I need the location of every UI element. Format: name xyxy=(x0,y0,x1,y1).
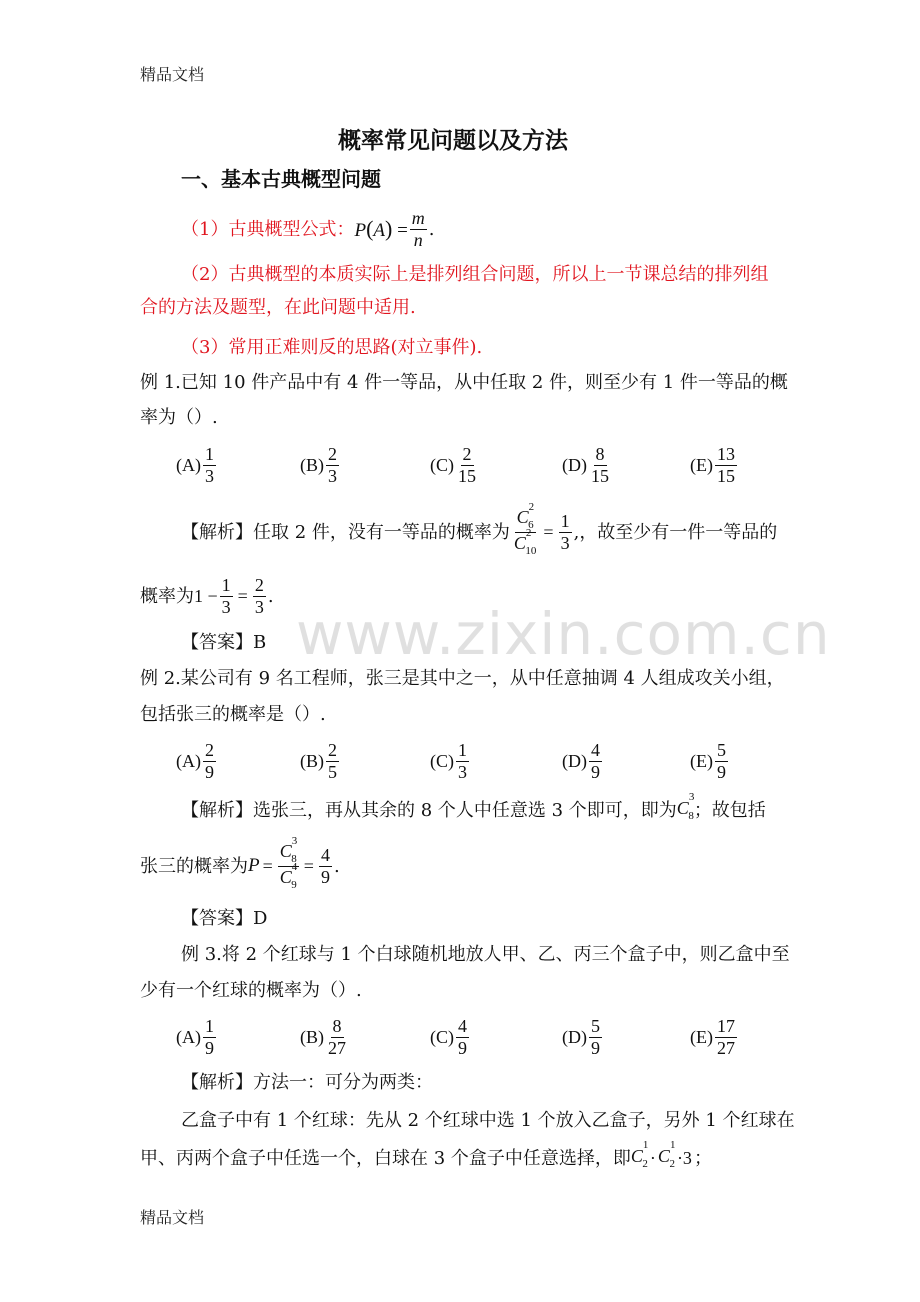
ex1-analysis-line-1: 【解析】任取 2 件，没有一等品的概率为 $\frac{C^2_6}{C^2_{10}}$ = $\frac{1}{3}$ , ，故至少有一件一等品的 xyxy=(181,501,778,557)
section-heading: 一、基本古典概型问题 xyxy=(181,167,381,191)
rule-3: （3）常用正难则反的思路(对立事件). xyxy=(181,337,483,358)
rule-1: （1）古典概型公式： P(A) = $\frac{m}{n}$ . xyxy=(181,208,435,250)
ex1-option-b: (B) $\frac{2}{3}$ xyxy=(300,444,337,486)
ex1-option-e: (E) $\frac{13}{15}$ xyxy=(690,444,735,486)
ex2-answer: 【答案】D xyxy=(181,908,268,929)
watermark: www.zixin.com.cn xyxy=(296,600,831,668)
ex3-option-b: (B) $\frac{8}{27}$ xyxy=(300,1016,346,1058)
ex1-question-line-1: 例 1.已知 10 件产品中有 4 件一等品，从中任取 2 件，则至少有 1 件一等品的概 xyxy=(140,372,788,393)
ex1-fraction-combination: $\frac{C^2_6}{C^2_{10}}$ xyxy=(513,501,537,557)
document-title: 概率常见问题以及方法 xyxy=(338,127,568,154)
ex3-question-line-1: 例 3.将 2 个红球与 1 个白球随机地放人甲、乙、丙三个盒子中，则乙盒中至 xyxy=(181,944,790,965)
ex2-question-line-1: 例 2.某公司有 9 名工程师，张三是其中之一，从中任意抽调 4 人组成攻关小组， xyxy=(140,668,785,689)
rule-1-fraction: $\frac{m}{n}$ xyxy=(411,208,425,250)
ex3-question-line-2: 少有一个红球的概率为（）. xyxy=(140,980,362,1001)
ex1-option-d: (D) $\frac{8}{15}$ xyxy=(562,444,609,486)
ex2-question-line-2: 包括张三的概率是（）. xyxy=(140,704,326,725)
ex1-answer: 【答案】B xyxy=(181,632,267,653)
ex1-option-c: (C) $\frac{2}{15}$ xyxy=(430,444,476,486)
ex2-option-d: (D) $\frac{4}{9}$ xyxy=(562,740,600,782)
ex2-option-c: (C) $\frac{1}{3}$ xyxy=(430,740,467,782)
page-footer: 精品文档 xyxy=(140,1208,205,1227)
ex1-question-line-2: 率为（）. xyxy=(140,407,218,428)
ex2-option-a: (A) $\frac{2}{9}$ xyxy=(176,740,214,782)
rule-2-line-2: 合的方法及题型，在此问题中适用. xyxy=(140,297,416,318)
rule-1-text: （1）古典概型公式： xyxy=(181,218,355,240)
ex1-option-a: (A) $\frac{1}{3}$ xyxy=(176,444,214,486)
ex2-option-e: (E) $\frac{5}{9}$ xyxy=(690,740,726,782)
ex3-option-d: (D) $\frac{5}{9}$ xyxy=(562,1016,600,1058)
ex3-option-a: (A) $\frac{1}{9}$ xyxy=(176,1016,214,1058)
ex3-option-c: (C) $\frac{4}{9}$ xyxy=(430,1016,467,1058)
rule-1-formula: P(A) = xyxy=(354,215,408,241)
ex3-paragraph-line-2: 甲、丙两个盒子中任选一个，白球在 3 个盒子中任意选择，即 $C^1_2$ · $C^1_2$ ·3 ； xyxy=(140,1139,712,1170)
ex2-option-b: (B) $\frac{2}{5}$ xyxy=(300,740,337,782)
ex2-analysis-line-2: 张三的概率为 P = $\frac{C^3_8}{C^4_9}$ = $\frac{4}{9}$ . xyxy=(140,835,340,891)
ex3-paragraph-line-1: 乙盒子中有 1 个红球：先从 2 个红球中选 1 个放入乙盒子，另外 1 个红球在 xyxy=(181,1110,795,1131)
ex3-option-e: (E) $\frac{17}{27}$ xyxy=(690,1016,735,1058)
ex3-analysis: 【解析】方法一：可分为两类： xyxy=(181,1072,433,1093)
ex1-analysis-line-2: 概率为 1 − $\frac{1}{3}$ = $\frac{2}{3}$ . xyxy=(140,575,274,617)
rule-2-line-1: （2）古典概型的本质实际上是排列组合问题，所以上一节课总结的排列组 xyxy=(181,264,769,285)
ex2-analysis-line-1: 【解析】选张三，再从其余的 8 个人中任意选 3 个即可，即为 $C^3_8$ ；故包括 xyxy=(181,791,766,822)
page-header: 精品文档 xyxy=(140,65,205,84)
